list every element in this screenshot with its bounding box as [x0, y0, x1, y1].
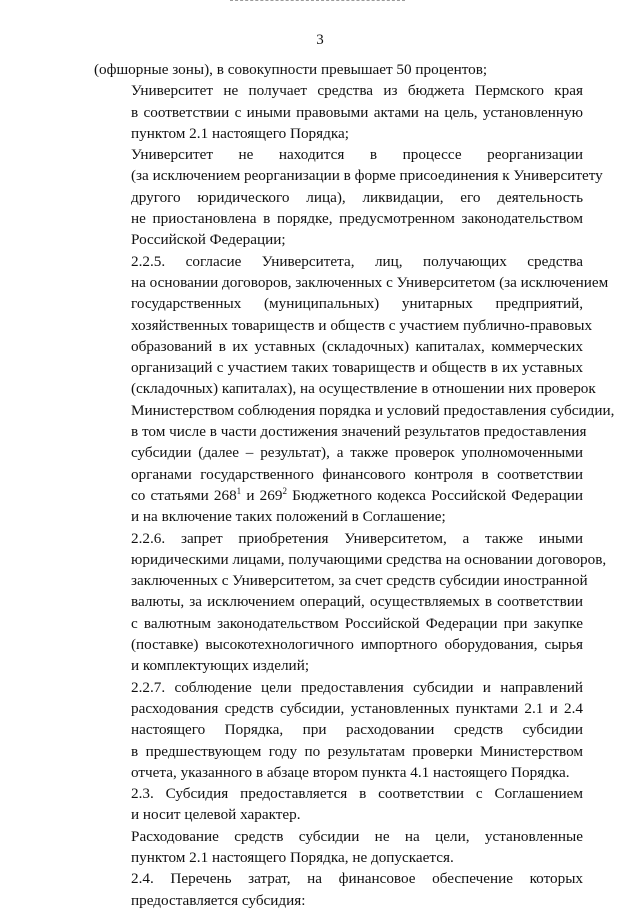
text-line: 2.3. Субсидия предоставляется в соответствии с Соглашением	[131, 785, 583, 803]
text-line: предоставляется субсидия:	[131, 891, 306, 909]
superscript: 2	[282, 485, 287, 496]
text-line: 2.2.6. запрет приобретения Университетом, а также иными	[131, 529, 583, 547]
text-line: пунктом 2.1 настоящего Порядка;	[131, 124, 349, 142]
text-line: расходования средств субсидии, установленных пунктами 2.1 и 2.4	[131, 699, 583, 717]
text-fragment: Бюджетного кодекса Российской Федерации	[286, 486, 583, 504]
text-line: валюты, за исключением операций, осуществляемых в соответствии	[131, 593, 583, 611]
text-line: Университет не получает средства из бюджета Пермского края	[131, 82, 583, 100]
page-number: 3	[316, 32, 324, 48]
text-line: 2.4. Перечень затрат, на финансовое обеспечение которых	[131, 870, 583, 888]
text-line: и комплектующих изделий;	[131, 657, 310, 675]
text-line: отчета, указанного в абзаце втором пункта 4.1 настоящего Порядка.	[131, 763, 570, 781]
text-line: государственных (муниципальных) унитарных предприятий,	[131, 295, 583, 313]
text-line: в том числе в части достижения значений результатов предоставления	[131, 423, 587, 441]
text-line: юридическими лицами, получающими средства на основании договоров,	[131, 550, 607, 568]
paragraph	[94, 251, 615, 528]
text-line: 2.2.5. согласие Университета, лиц, получающих средства	[131, 252, 583, 270]
paragraph	[94, 868, 583, 911]
text-line: (поставке) высокотехнологичного импортного оборудования, сырья	[131, 636, 583, 654]
text-line: 2.2.7. соблюдение цели предоставления субсидии и направлений	[131, 678, 583, 696]
text-line: пунктом 2.1 настоящего Порядка, не допускается.	[131, 848, 454, 866]
paragraph	[94, 80, 583, 144]
text-line: Министерством соблюдения порядка и условий предоставления субсидии,	[131, 401, 615, 419]
text-line: другого юридического лица), ликвидации, его деятельность	[131, 188, 583, 206]
text-line: (офшорные зоны), в совокупности превышает 50 процентов;	[94, 61, 488, 78]
paragraph	[94, 783, 583, 826]
text-line: органами государственного финансового контроля в соответствии	[131, 465, 583, 483]
text-line: субсидии (далее – результат), а также проверок уполномоченными	[131, 444, 583, 462]
text-line: и носит целевой характер.	[131, 806, 301, 824]
text-line	[94, 485, 583, 506]
paragraph	[94, 144, 603, 250]
text-line: заключенных с Университетом, за счет средств субсидии иностранной	[131, 572, 588, 590]
text-line: Расходование средств субсидии не на цели, установленные	[131, 827, 583, 845]
superscript: 1	[236, 485, 242, 496]
text-line: образований в их уставных (складочных) капиталах, коммерческих	[131, 337, 583, 355]
text-line: в предшествующем году по результатам проверки Министерством	[131, 742, 583, 760]
document-body	[94, 59, 615, 911]
paragraph	[94, 677, 583, 783]
text-line: Российской Федерации;	[131, 231, 286, 249]
text-line: хозяйственных товариществ и обществ с участием публично-правовых	[131, 316, 593, 334]
text-line: в соответствии с иными правовыми актами на цель, установленную	[131, 103, 583, 121]
paragraph	[94, 59, 583, 80]
text-line: и на включение таких положений в Соглашение;	[131, 508, 446, 526]
text-line: настоящего Порядка, при расходовании средств субсидии	[131, 721, 583, 739]
text-line: с валютным законодательством Российской Федерации при закупке	[131, 614, 583, 632]
text-line: (складочных) капиталах), на осуществление в отношении них проверок	[131, 380, 596, 398]
text-line: на основании договоров, заключенных с Университетом (за исключением	[131, 273, 609, 291]
text-line: (за исключением реорганизации в форме присоединения к Университету	[131, 167, 603, 185]
text-fragment: и 269	[241, 486, 283, 504]
text-line: не приостановлена в порядке, предусмотренном законодательством	[131, 210, 583, 228]
top-scan-edge	[230, 0, 405, 3]
paragraph	[94, 826, 583, 869]
text-line: Университет не находится в процессе реорганизации	[131, 146, 583, 164]
paragraph	[94, 528, 607, 677]
text-line: организаций с участием таких товариществ и обществ в их уставных	[131, 359, 583, 377]
text-fragment: со статьями 268	[131, 486, 237, 504]
